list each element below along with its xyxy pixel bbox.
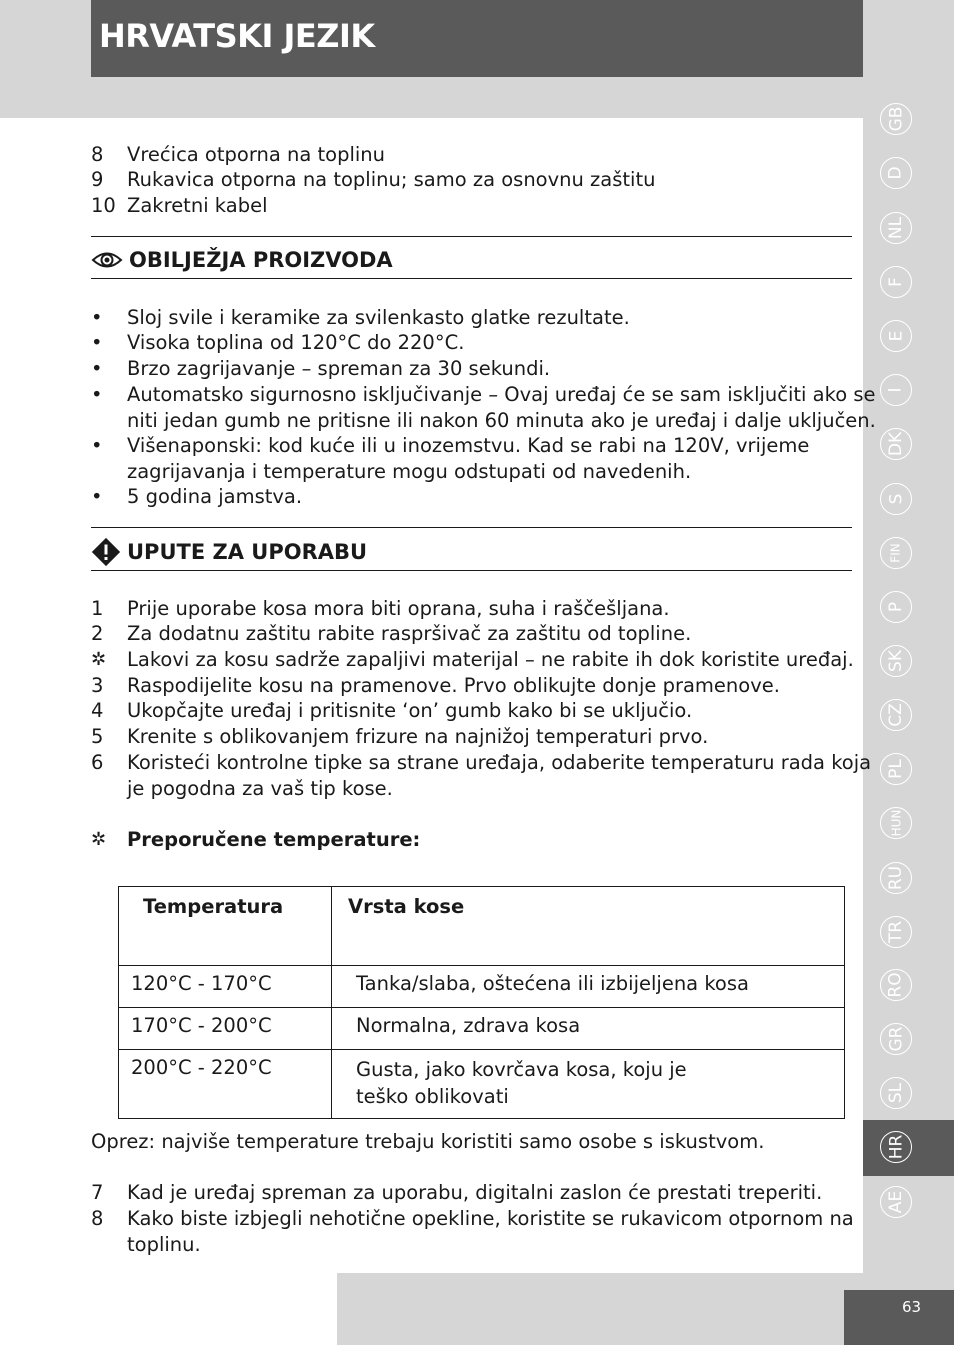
language-tab-ro[interactable]: [880, 969, 912, 1001]
step-text: Raspodijelite kosu na pramenove. Prvo oblikujte donje pramenove.: [127, 674, 780, 697]
bullet-marker: •: [91, 331, 103, 354]
caution-text: Oprez: najviše temperature trebaju koristiti samo osobe s iskustvom.: [91, 1130, 765, 1153]
language-code: D: [886, 166, 906, 180]
usage-title: UPUTE ZA UPORABU: [127, 540, 368, 564]
language-tab-d[interactable]: [880, 157, 912, 189]
page-title: HRVATSKI JEZIK: [99, 17, 375, 55]
parts-num: 10: [91, 194, 116, 217]
language-tab-gr[interactable]: [880, 1023, 912, 1055]
recommended-label: Preporučene temperature:: [127, 828, 421, 851]
language-tab-nl[interactable]: [880, 212, 912, 244]
language-tab-pl[interactable]: [880, 753, 912, 785]
language-tab-hun[interactable]: [880, 807, 912, 839]
bullet-marker: •: [91, 383, 103, 406]
bullet-marker: •: [91, 434, 103, 457]
language-code: SL: [885, 1082, 906, 1104]
feature-text: Sloj svile i keramike za svilenkasto glatke rezultate.: [127, 306, 630, 329]
language-tab-e[interactable]: [880, 320, 912, 352]
feature-text: Brzo zagrijavanje – spreman za 30 sekundi.: [127, 357, 551, 380]
section-rule: [91, 236, 852, 237]
language-code: AE: [886, 1190, 906, 1214]
warning-icon: [91, 537, 121, 567]
language-code: RO: [885, 972, 906, 998]
table-row: [119, 1050, 845, 1119]
table-header: Vrsta kose: [332, 887, 845, 966]
step-text: Krenite s oblikovanjem frizure na najnižoj temperaturi prvo.: [127, 725, 709, 748]
step-text: Ukopčajte uređaj i pritisnite ‘on’ gumb kako bi se uključio.: [127, 699, 693, 722]
language-tab-fin[interactable]: [880, 537, 912, 569]
table-header-row: [119, 887, 845, 966]
step-text: Koristeći kontrolne tipke sa strane uređaja, odaberite temperaturu rada koja: [127, 751, 872, 774]
language-tab-gb[interactable]: [880, 103, 912, 135]
section-rule: [91, 278, 852, 279]
language-tab-sl[interactable]: [880, 1077, 912, 1109]
language-code: CZ: [886, 703, 906, 727]
step-number: 6: [91, 751, 104, 774]
table-cell: 170°C - 200°C: [119, 1008, 332, 1050]
step-number: 7: [91, 1181, 104, 1204]
features-title: OBILJEŽJA PROIZVODA: [129, 248, 393, 272]
language-code: I: [885, 387, 906, 393]
step-text: Kako biste izbjegli nehotične opekline, koristite se rukavicom otpornom na: [127, 1207, 854, 1230]
feature-text: zagrijavanja i temperature mogu odstupati od navedenih.: [127, 459, 692, 483]
language-tab-f[interactable]: [880, 266, 912, 298]
language-tab-i[interactable]: [880, 374, 912, 406]
language-code: GB: [886, 106, 906, 132]
language-code: DK: [886, 431, 906, 457]
language-code: FIN: [888, 543, 903, 563]
features-heading: [91, 246, 393, 274]
feature-text: Višenaponski: kod kuće ili u inozemstvu. Kad se rabi na 120V, vrijeme: [127, 434, 810, 457]
language-code: HUN: [888, 809, 903, 837]
parts-text: Zakretni kabel: [127, 194, 268, 217]
feature-text: Automatsko sigurnosno isključivanje – Ovaj uređaj će se sam isključiti ako se: [127, 383, 876, 406]
language-code: S: [885, 493, 906, 505]
page-number: 63: [902, 1298, 922, 1316]
usage-heading: [91, 537, 367, 567]
language-tab-s[interactable]: [880, 483, 912, 515]
feature-text: niti jedan gumb ne pritisne ili nakon 60 minuta ako je uređaj i dalje uključen.: [127, 408, 876, 432]
language-code: GR: [886, 1026, 906, 1052]
step-number: 5: [91, 725, 104, 748]
parts-text: Rukavica otporna na toplinu; samo za osnovnu zaštitu: [127, 168, 656, 191]
language-code: HR: [885, 1134, 906, 1160]
language-code: NL: [885, 216, 906, 240]
bullet-marker: •: [91, 357, 103, 380]
step-text: Lakovi za kosu sadrže zapaljivi materijal – ne rabite ih dok koristite uređaj.: [127, 648, 854, 671]
table-cell: Tanka/slaba, oštećena ili izbijeljena kosa: [332, 966, 845, 1008]
temperature-table: [118, 886, 845, 1119]
step-number: 3: [91, 674, 104, 697]
parts-text: Vrećica otporna na toplinu: [127, 143, 386, 166]
language-tab-ae[interactable]: [880, 1186, 912, 1218]
page-number-box: [844, 1290, 954, 1345]
language-tab-sk[interactable]: [880, 645, 912, 677]
bullet-marker: •: [91, 306, 103, 329]
language-code: E: [886, 330, 906, 342]
parts-num: 9: [91, 168, 104, 191]
language-tab-tr[interactable]: [880, 916, 912, 948]
step-number: 1: [91, 597, 104, 620]
step-number: 8: [91, 1207, 104, 1230]
step-text: toplinu.: [127, 1232, 201, 1256]
table-row: [119, 966, 845, 1008]
step-text: je pogodna za vaš tip kose.: [127, 776, 393, 800]
table-row: [119, 1008, 845, 1050]
feature-text: 5 godina jamstva.: [127, 485, 303, 508]
star-icon: ✲: [91, 829, 107, 850]
language-code: TR: [885, 920, 906, 944]
language-tab-cz[interactable]: [880, 699, 912, 731]
table-cell: 200°C - 220°C: [119, 1050, 332, 1119]
step-text: Za dodatnu zaštitu rabite raspršivač za zaštitu od topline.: [127, 622, 692, 645]
header-bar: [91, 0, 863, 77]
language-code: SK: [885, 650, 906, 672]
table-cell: Gusta, jako kovrčava kosa, koju je teško oblikovati: [332, 1050, 845, 1119]
footer-white-strip: [0, 1273, 337, 1345]
language-code: RU: [885, 865, 906, 891]
feature-text: Visoka toplina od 120°C do 220°C.: [127, 331, 465, 354]
language-tab-p[interactable]: [880, 591, 912, 623]
language-tab-dk[interactable]: [880, 428, 912, 460]
section-rule: [91, 527, 852, 528]
step-text: Kad je uređaj spreman za uporabu, digitalni zaslon će prestati treperiti.: [127, 1181, 823, 1204]
table-cell: 120°C - 170°C: [119, 966, 332, 1008]
eye-icon: [91, 250, 123, 270]
table-header: Temperatura: [119, 887, 332, 966]
language-tab-hr[interactable]: [880, 1131, 912, 1163]
bullet-marker: •: [91, 485, 103, 508]
language-tab-ru[interactable]: [880, 862, 912, 894]
star-icon: ✲: [91, 649, 107, 670]
parts-num: 8: [91, 143, 104, 166]
section-rule: [91, 570, 852, 571]
step-text: Prije uporabe kosa mora biti oprana, suha i raščešljana.: [127, 597, 670, 620]
language-code: P: [885, 601, 906, 613]
step-number: 4: [91, 699, 104, 722]
step-number: 2: [91, 622, 104, 645]
language-code: PL: [885, 759, 906, 779]
table-cell: Normalna, zdrava kosa: [332, 1008, 845, 1050]
language-code: F: [886, 277, 906, 287]
